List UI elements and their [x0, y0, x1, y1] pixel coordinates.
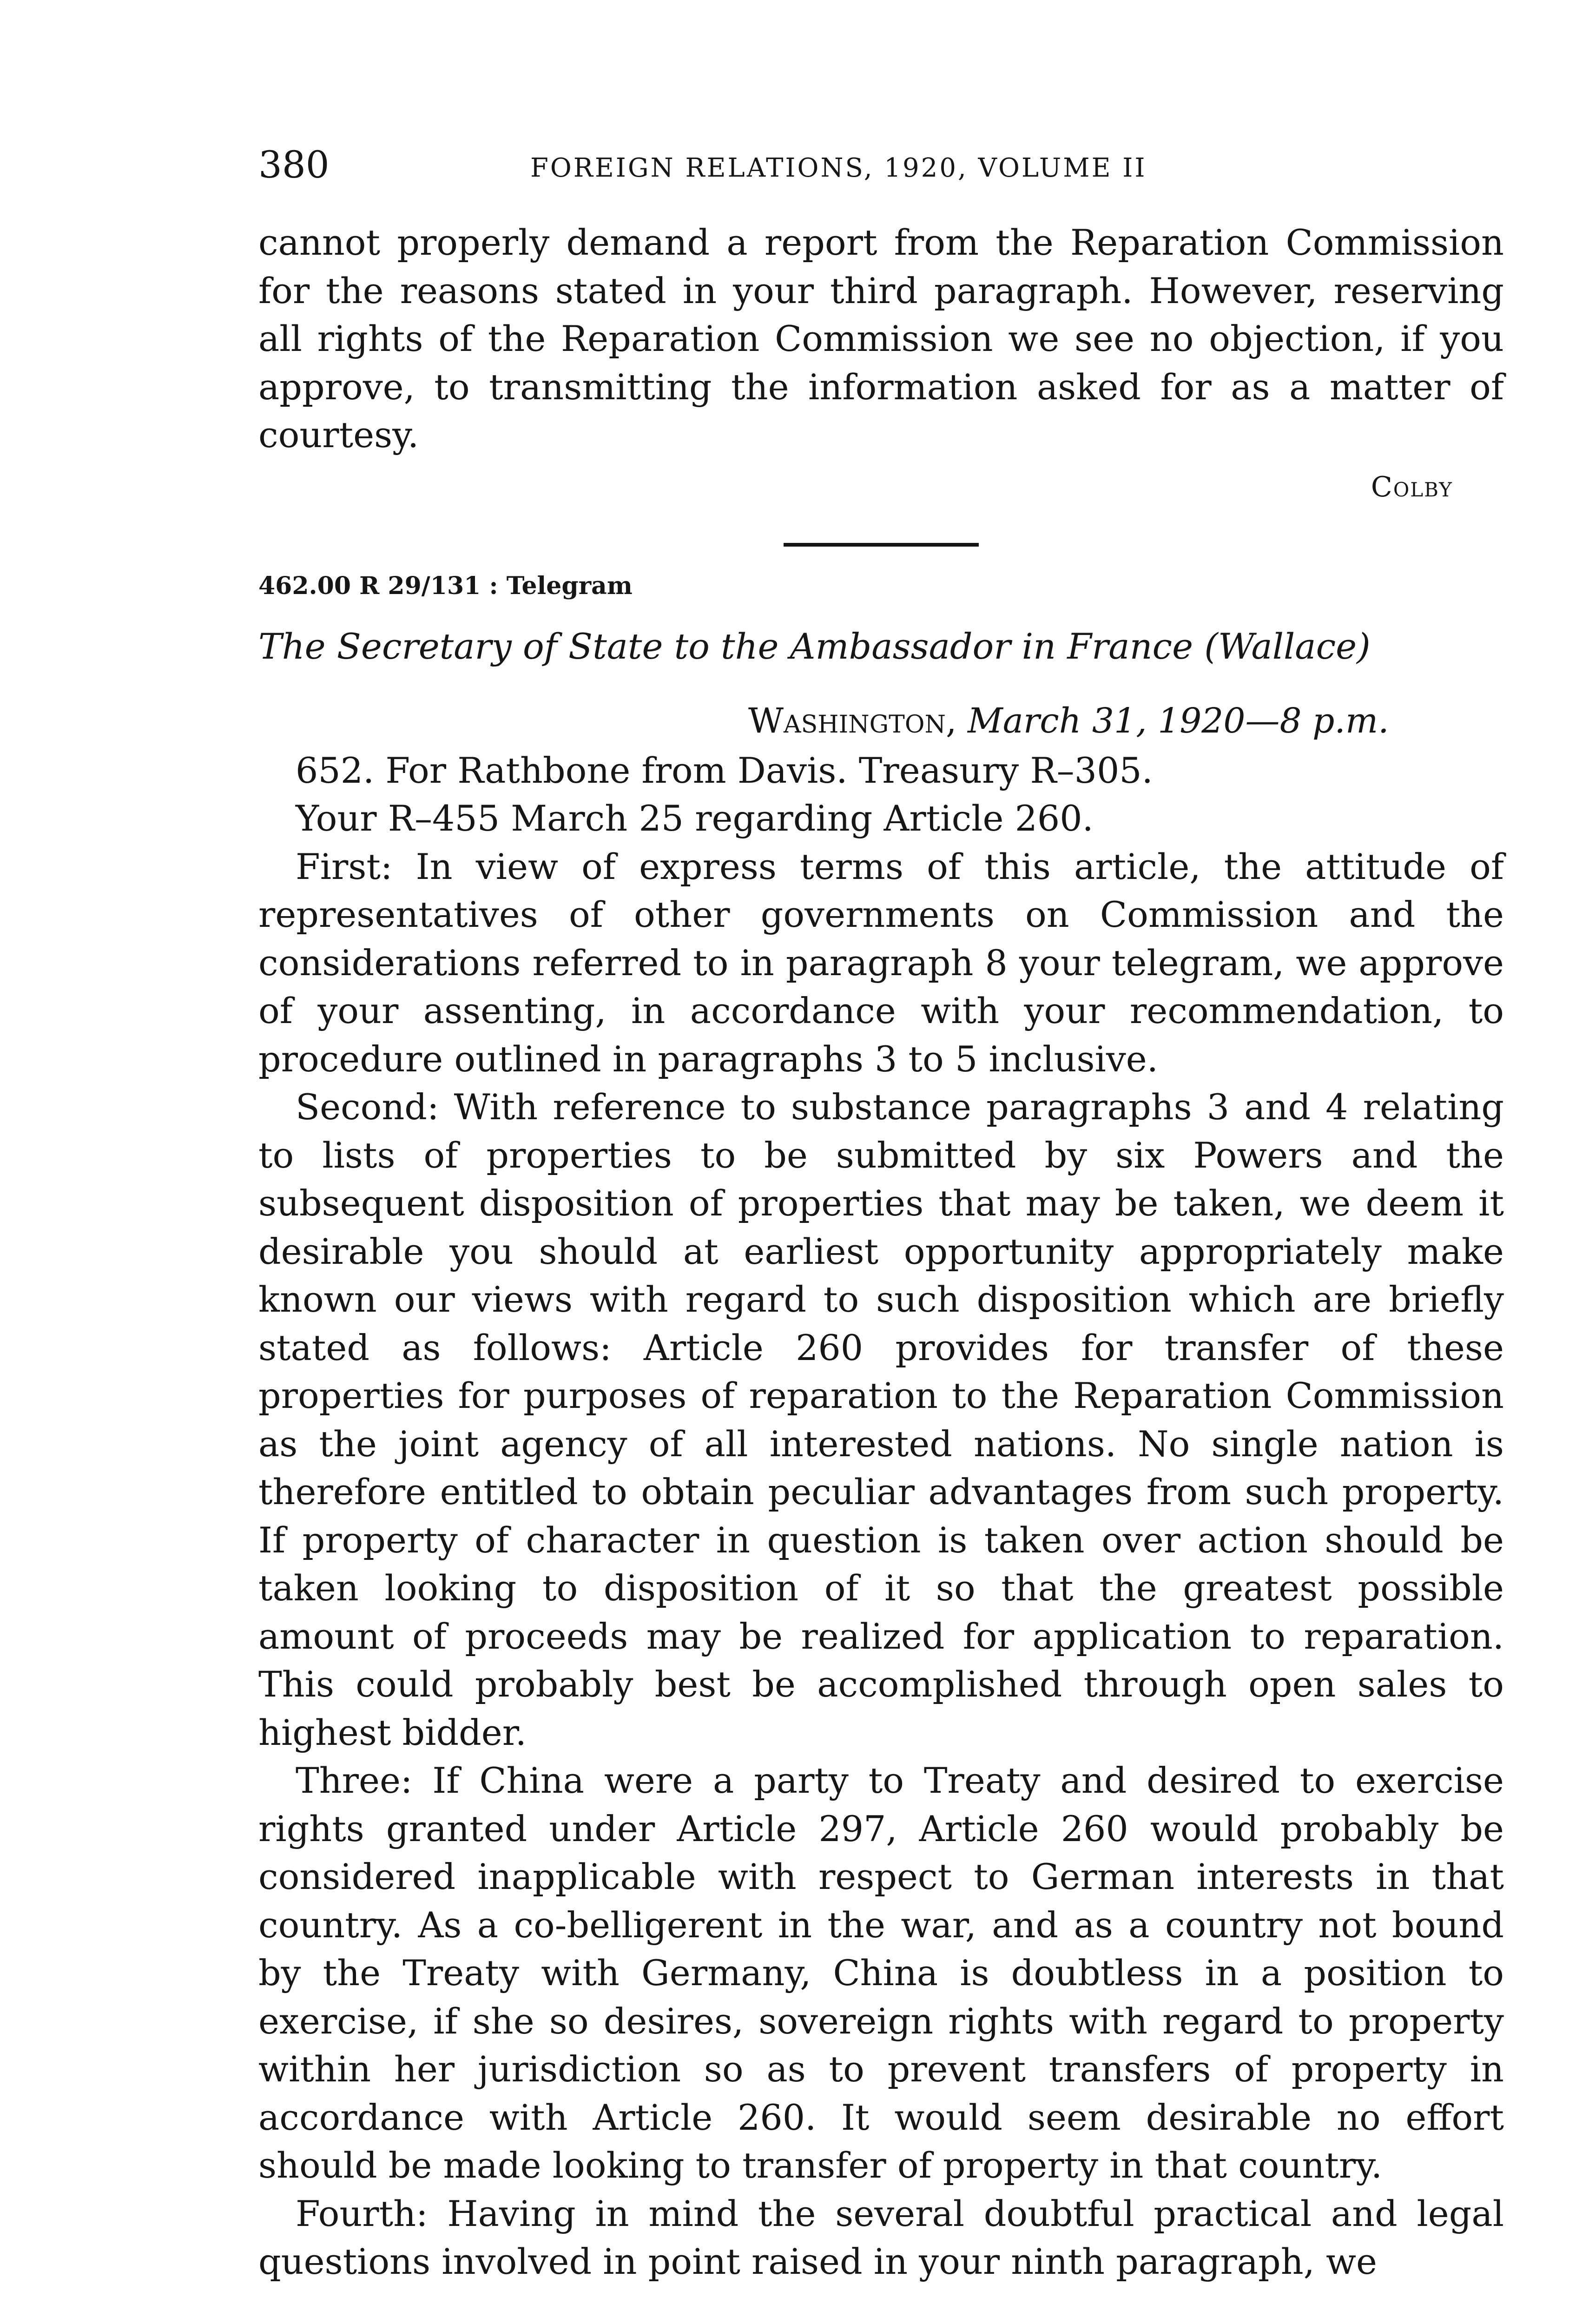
file-reference: 462.00 R 29/131 : Telegram: [258, 571, 633, 600]
running-header: [258, 139, 1504, 191]
telegram-number-line: 652. For Rathbone from Davis. Treasury R–305.: [296, 749, 1153, 791]
reference-line: Your R–455 March 25 regarding Article 260.: [296, 798, 1094, 839]
continuation-paragraph: cannot properly demand a report from the Reparation Commission for the reasons stated in your third paragraph. However, reserving all rights of the Reparation Commission we see no objection, if you approve, to transmitting the information asked for as a matter of courtesy.: [258, 222, 1504, 456]
signature: Colby: [1371, 470, 1453, 503]
paragraph-three: Three: If China were a party to Treaty and desired to exercise rights granted under Article 297, Article 260 would probably be considered inapplicable with respect to German interests in that country. As a co-belligerent in the war, and as a country not bound by the Treaty with Germany, China is doubtless in a position to exercise, if she so desires, sovereign rights with regard to property within her jurisdiction so as to prevent transfers of property in accordance with Article 260. It would seem desirable no effort should be made looking to transfer of property in that country.: [258, 1760, 1504, 2186]
paragraph-first: First: In view of express terms of this article, the attitude of representatives of other governments on Commission and the considerations referred to in paragraph 8 your telegram, we approve of your assenting, in accordance with your recommendation, to procedure outlined in paragraphs 3 to 5 inclusive.: [258, 845, 1504, 1080]
document-title: The Secretary of State to the Ambassador in France (Wallace): [258, 625, 1371, 667]
dateline: [258, 695, 1504, 746]
document-page: [258, 139, 1504, 2286]
section-divider: [784, 543, 979, 547]
running-title: FOREIGN RELATIONS, 1920, VOLUME II: [530, 153, 1147, 183]
paragraph-fourth: Fourth: Having in mind the several doubtful practical and legal questions involved in point raised in your ninth paragraph, we: [258, 2192, 1504, 2282]
page-number: 380: [258, 143, 330, 186]
dateline-place: Washington,: [748, 700, 957, 741]
paragraph-second: Second: With reference to substance paragraphs 3 and 4 relating to lists of properties to be submitted by six Powers and the subsequent disposition of properties that may be taken, we deem it desirable you should at earliest opportunity appropriately make known our views with regard to such disposition which are briefly stated as follows: Article 260 provides for transfer of these properties for purposes of reparation to the Reparation Commission as the joint agency of all interested nations. No single nation is therefore entitled to obtain peculiar advantages from such property. If property of character in question is taken over action should be taken looking to disposition of it so that the greatest possible amount of proceeds may be realized for application to reparation. This could probably best be accomplished through open sales to highest bidder.: [258, 1086, 1504, 1753]
dateline-date: March 31, 1920—8 p.m.: [968, 700, 1389, 741]
